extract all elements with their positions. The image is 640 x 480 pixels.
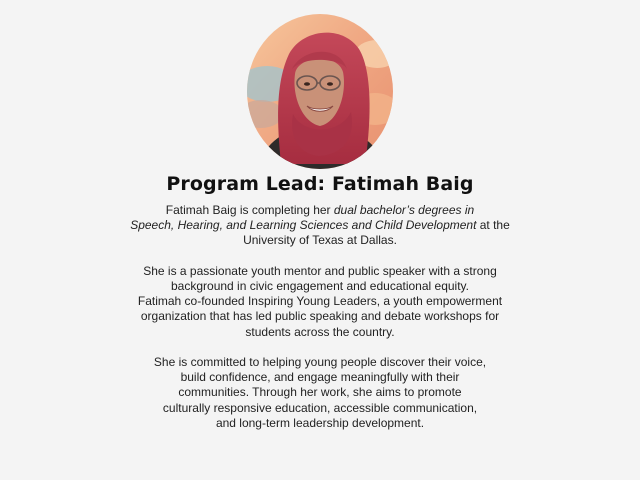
bio-line: students across the country. [245,324,395,339]
bio-text [120,203,520,446]
bio-line: She is committed to helping young people discover their voice, [153,355,487,369]
bio-text-segment: Fatimah Baig is completing her [165,203,334,217]
bio-paragraph-commitment [120,355,520,431]
bio-line: culturally responsive education, accessible communication, [162,400,478,415]
bio-line: communities. Through her work, she aims to promote [178,385,462,400]
portrait-photo [247,14,393,169]
bio-degree-emphasis: dual bachelor’s degrees in [333,203,475,217]
portrait-illustration [247,14,393,169]
bio-line: organization that has led public speaking and debate workshops for [140,309,500,324]
bio-line: Fatimah co-founded Inspiring Young Leaders, a youth empowerment [137,294,503,309]
bio-line: She is a passionate youth mentor and public speaker with a strong [143,263,497,278]
bio-line: University of Texas at Dallas. [243,233,397,248]
bio-line: build confidence, and engage meaningfully with their [180,370,460,385]
bio-paragraph-education [120,203,520,249]
page-title: Program Lead: Fatimah Baig [166,173,474,195]
bio-line [120,218,520,233]
bio-line: background in civic engagement and educational equity. [171,279,469,293]
bio-degree-emphasis: Speech, Hearing, and Learning Sciences and Child Development [130,218,477,233]
bio-line [120,203,520,218]
bio-line: and long-term leadership development. [215,415,425,430]
bio-text-segment: at the [476,218,510,233]
bio-paragraph-mentorship [120,264,520,340]
